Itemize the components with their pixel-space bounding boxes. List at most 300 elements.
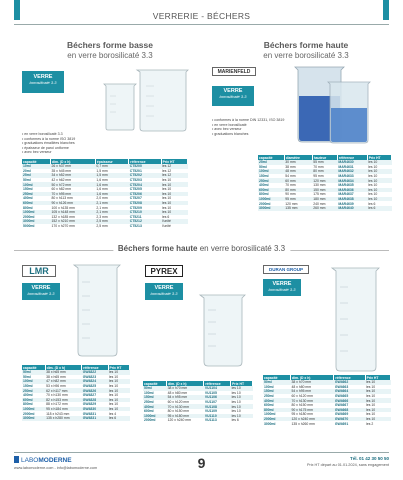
table-cell: 70 mm [313,164,324,169]
lmr-logo: LMR [22,265,56,277]
table-cell: GW4829 [82,402,97,407]
table-cell: les 12 [161,164,187,169]
table-cell: les 10 [365,389,390,394]
table-cell: 1,6 mm [96,187,108,192]
table-cell: les 10 [161,182,187,187]
table-cell: les 10 [108,407,129,412]
table-cell: 100ml [144,390,154,395]
table-cell: 80 x h150 mm [291,403,313,408]
table-cell: CT5202 [129,173,161,178]
table-cell: 400ml [23,196,33,201]
table-cell: GW4691 [334,421,349,426]
table-cell: 175 mm [313,192,326,197]
table-cell: 120 mm [312,178,337,183]
table-row [22,416,130,421]
table-cell: les 10 [365,398,390,403]
table-cell: 170 x h270 mm [51,224,75,229]
table-cell: CT5209 [129,205,142,210]
table-cell: GW4822 [82,370,108,375]
table-cell: 2000ml [23,411,35,416]
table-cell: les 10 [231,390,241,395]
table-cell: GW4826 [82,388,108,393]
basse-verre-badge [22,71,64,93]
table-cell: 54 x h95 mm [167,395,204,400]
table-cell: CT5204 [129,182,161,187]
column-header: dim. (D x h) [45,365,82,370]
basse-title-block [30,40,190,60]
basse-features [22,132,122,155]
table-cell: 80 x h150 mm [167,409,190,414]
table-cell: CT5213 [129,224,142,229]
table-cell: les 6 [162,214,170,219]
column-header: référence [204,381,231,386]
table-cell: les 6 [368,201,376,206]
table-cell: 600ml [22,398,45,403]
table-cell: 800ml [23,205,33,210]
table-cell: les 10 [231,400,241,405]
haute-beaker-photo [290,60,378,144]
table-cell: 10ml [22,164,50,169]
table-cell: 250ml [264,394,274,399]
table-cell: CT5208 [129,201,161,206]
section-divider [14,243,389,257]
pyrex-verre-badge [145,283,183,300]
table-cell: MAR4640 [337,206,367,211]
page-number: 9 [197,455,206,471]
table-cell: les 12 [162,168,172,173]
table-cell: 135 x h260 mm [291,421,315,426]
table-cell: 135 mm [284,206,312,211]
table-cell: 60 mm [284,178,312,183]
table-cell: les 10 [231,395,253,400]
table-cell: 70 x h130 mm [167,404,204,409]
table-cell: VU1109 [204,409,217,414]
table-cell: MAR4639 [338,201,354,206]
footer-web: www.labomoderne.com - info@labomoderne.com [14,466,98,470]
table-cell: 600ml [22,201,50,206]
table-cell: les 10 [161,201,187,206]
column-header: diamètre [284,155,312,160]
table-cell: 60 x h120 mm [291,394,313,399]
column-header: référence [337,155,367,160]
column-header: capacité [258,155,284,160]
table-row [258,206,392,211]
haute-feature: • avec bec verseur [212,127,290,132]
column-header: référence [82,365,108,370]
basse-feature: • en verre borosilicaté 3.3 [22,132,122,137]
table-cell: 30 mm [284,160,312,165]
table-cell: 250ml [22,192,50,197]
table-cell: 3000ml [22,219,50,224]
table-cell: VU1106 [204,395,231,400]
marienfeld-logo: MARIENFELD [212,67,256,76]
table-cell: 600ml [264,403,274,408]
duran-badge-line1: VERRE [272,281,292,287]
table-cell: 2,1 mm [95,201,128,206]
table-cell: GW4830 [82,407,108,412]
table-cell: l'unité [161,219,187,224]
table-cell: 55 mm [312,160,337,165]
table-cell: les 10 [367,178,391,183]
table-cell: GW4662 [334,380,365,385]
table-cell: CT5200 [129,164,161,169]
table-cell: 0,7 mm [95,164,128,169]
table-cell: 38 mm [285,164,296,169]
table-cell: 2,1 mm [95,210,128,215]
table-cell: les 10 [161,192,187,197]
table-cell: 2000ml [259,201,271,206]
lmr-verre-badge [22,283,60,300]
table-cell: VU1105 [204,390,217,395]
table-cell: 70 x h130 mm [46,393,68,398]
table-cell: 50ml [263,380,290,385]
column-header: Prix HT [161,159,187,164]
table-cell: 120 x h240 mm [290,417,333,422]
table-cell: 150ml [143,395,167,400]
column-header: Prix HT [365,375,390,380]
table-cell: les 10 [365,380,390,385]
footer-logo-a: LABO [21,457,39,464]
table-cell: 400ml [259,183,269,188]
table-cell: 50 x h72 mm [50,182,95,187]
table-cell: 1000ml [22,210,50,215]
table-cell: les 10 [108,379,129,384]
table-cell: GW4665 [334,394,349,399]
table-cell: les 10 [367,169,391,174]
table-cell: MAR4637 [338,192,354,197]
table-cell: 26 x h37 mm [50,164,95,169]
pyrex-badge-line1: VERRE [154,285,174,291]
table-cell: les 10 [231,386,253,391]
table-cell: 118 x h243 mm [46,411,70,416]
table-cell: 120 x h240 mm [167,418,191,423]
table-cell: 70 mm [285,183,296,188]
table-cell: 90 x h175 mm [290,408,333,413]
table-cell: 800ml [259,192,269,197]
basse-badge-line2: borosilicaté 3.3 [29,80,57,85]
table-cell: GW4668 [334,408,365,413]
table-cell: 400ml [263,398,290,403]
pyrex-badge-line2: borosilicaté 3.3 [150,291,178,296]
table-cell: 105 x h148 mm [50,210,95,215]
table-cell: 2000ml [23,214,35,219]
table-cell: 1,6 mm [96,178,108,183]
table-cell: MAR4634 [337,178,367,183]
table-cell: 100ml [22,182,50,187]
table-cell: 48 x h80 mm [291,384,312,389]
table-cell: 62 x h117 mm [45,388,82,393]
basse-feature: • épaisseur de paroi uniforme [22,146,122,151]
divider-title-bold: Béchers forme haute [117,244,198,253]
table-cell: GW4670 [334,417,365,422]
footer-logo-b: MODERNE [38,457,72,464]
pyrex-logo: PYREX [145,265,183,277]
table-cell: 1000ml [22,407,45,412]
table-cell: 150ml [23,384,33,389]
basse-feature: • graduations émaillées blanches [22,141,122,146]
table-cell: GW4828 [82,398,108,403]
haute-verre-badge [212,86,254,106]
table-cell: 250ml [144,400,154,405]
table-cell: les 6 [367,206,391,211]
table-cell: 250ml [258,178,284,183]
table-cell: 1000ml [264,412,276,417]
table-cell: 250ml [22,388,45,393]
table-cell: 48 mm [284,169,312,174]
table-cell: 42 x h62 mm [51,178,72,183]
table-cell: les 10 [162,187,172,192]
haute-title: Béchers forme haute [263,40,349,50]
table-cell: 240 mm [313,201,326,206]
table-cell: les 10 [366,412,376,417]
table-cell: CT5206 [129,192,161,197]
table-cell: les 10 [231,414,253,419]
table-cell: les 10 [108,370,129,375]
haute-feature: • en verre borosilicaté [212,123,290,128]
table-cell: 800ml [23,402,33,407]
table-row [263,421,391,426]
table-cell: 82 x h153 mm [45,398,82,403]
table-cell: 70 x h130 mm [290,398,333,403]
column-header: dim. (D x h) [167,381,204,386]
table-cell: 80 mm [312,169,337,174]
table-cell: GW4664 [334,389,365,394]
duran-logo: DURAN GROUP [263,265,309,274]
table-cell: les 10 [109,393,119,398]
pyrex-table [143,381,253,423]
column-header: dim. (D x h) [290,375,333,380]
table-cell: 35 x h45 mm [51,168,72,173]
table-cell: 2000ml [144,418,156,423]
column-header: hauteur [312,155,337,160]
haute-feature: • conformes à la norme DIN 12331, ISO 3819 [212,118,290,123]
table-cell: 400ml [23,393,33,398]
footer-rule [14,452,389,453]
table-cell: 600ml [144,409,154,414]
table-cell: les 10 [367,197,391,202]
lmr-beaker-illustration [68,262,128,358]
table-cell: 2000ml [263,417,290,422]
table-cell: 130 mm [313,183,326,188]
table-cell: les 10 [366,394,376,399]
table-cell: 50ml [23,178,31,183]
table-cell: 1,6 mm [95,192,128,197]
table-cell: 25ml [258,160,284,165]
table-cell: 38 x h65 mm [45,370,82,375]
table-cell: CT5201 [129,168,142,173]
haute-features [212,118,290,136]
table-cell: 95 mm [313,174,324,179]
table-cell: VU1113 [204,418,217,423]
table-cell: CT5203 [129,178,142,183]
table-cell: CT5210 [129,210,161,215]
table-cell: 260 mm [312,206,337,211]
table-cell: GW4823 [82,374,97,379]
column-header: capacité [22,159,50,164]
table-cell: VU1107 [204,400,217,405]
table-cell: 2,3 mm [96,214,108,219]
table-cell: 54 mm [285,174,296,179]
table-cell: MAR4635 [338,183,354,188]
table-cell: MAR4630 [337,160,367,165]
table-cell: 150ml [23,187,33,192]
table-cell: 100ml [264,384,274,389]
table-cell: 1,6 mm [95,182,128,187]
duran-beaker-illustration [326,265,386,373]
table-cell: 38 x h65 mm [46,374,66,379]
haute-badge-line1: VERRE [223,88,243,94]
table-cell: 95 x h180 mm [291,412,313,417]
table-cell: les 10 [365,417,390,422]
column-header: Prix HT [367,155,391,160]
column-header: capacité [263,375,290,380]
basse-table [22,159,188,228]
table-cell: 3000ml [22,416,45,421]
page-header [0,0,403,28]
table-cell: VU1110 [204,414,231,419]
table-cell: 60 x h120 mm [167,400,190,405]
table-cell: GW4824 [82,379,108,384]
table-cell: GW4667 [334,403,349,408]
table-cell: 120 mm [285,201,298,206]
lmr-badge-line1: VERRE [31,285,51,291]
table-cell: 48 x h80 mm [167,390,188,395]
table-cell: CT5212 [129,219,161,224]
table-cell: les 2 [366,421,374,426]
table-cell: les 4 [109,411,117,416]
lmr-table [22,365,130,421]
table-cell: 53 x h96 mm [46,384,66,389]
table-cell: GW4663 [334,384,349,389]
table-cell: 90 mm [285,192,296,197]
haute-badge-line2: borosilicaté 3.3 [219,94,247,99]
table-cell: les 10 [367,160,391,165]
table-cell: 95 x h184 mm [45,407,82,412]
table-cell: 3000ml [258,206,284,211]
table-cell: les 10 [162,178,172,183]
table-row [143,418,253,423]
table-cell: 50ml [22,370,45,375]
haute-photo [290,60,378,144]
basse-beakers-illustration [100,66,210,132]
table-cell: 600ml [258,188,284,193]
table-cell: 2,0 mm [96,196,108,201]
table-cell: 34 x h52 mm [50,173,95,178]
table-cell: 25ml [22,173,50,178]
table-cell: CT5211 [129,214,142,219]
haute-table [258,155,392,211]
footer-note: Prix HT départ au 01.01.2024, sans engagement [306,463,389,467]
table-cell: les 6 [231,418,239,423]
table-cell: 2,1 mm [96,205,108,210]
table-cell: 88 x h172 mm [46,402,68,407]
table-cell: 100 x h135 mm [51,205,75,210]
table-cell: 50ml [143,386,167,391]
table-cell: 800ml [263,408,290,413]
page-title: VERRERIE - BÉCHERS [152,11,251,21]
duran-badge-line2: borosilicaté 3.3 [268,287,296,292]
table-cell: GW4666 [334,398,365,403]
table-cell: les 10 [367,188,391,193]
table-cell: CT5207 [129,196,142,201]
column-header: épaisseur [95,159,128,164]
table-cell: 1,5 mm [96,168,108,173]
basse-subtitle: en verre borosilicaté 3.3 [67,51,153,60]
table-cell: GW4827 [82,393,97,398]
table-cell: les 10 [108,398,129,403]
lmr-badge-line2: borosilicaté 3.3 [27,291,55,296]
table-cell: 1000ml [258,197,284,202]
table-cell: les 10 [162,196,172,201]
table-cell: les 10 [161,210,187,215]
table-cell: les 10 [368,183,378,188]
table-cell: MAR4631 [338,164,354,169]
page-footer [14,452,389,478]
table-cell: VU1108 [204,404,231,409]
table-cell: 180 mm [312,197,337,202]
table-cell: 2,5 mm [95,219,128,224]
table-cell: 50ml [23,374,31,379]
table-cell: 1000ml [143,414,167,419]
column-header: capacité [22,365,45,370]
basse-feature: • avec bec verseur [22,150,122,155]
table-cell: les 10 [162,205,172,210]
table-cell: 1,5 mm [95,173,128,178]
table-cell: 95 x h180 mm [167,414,204,419]
pyrex-beaker-illustration [195,292,253,368]
table-cell: 100ml [258,169,284,174]
table-cell: MAR4638 [337,197,367,202]
table-cell: CT5205 [129,187,142,192]
header-rule [14,24,389,25]
table-cell: 38 x h70 mm [290,380,333,385]
table-cell: les 10 [366,384,376,389]
table-cell: 90 x h126 mm [50,201,95,206]
table-cell: 38 x h70 mm [167,386,204,391]
table-cell: MAR4632 [337,169,367,174]
table-cell: les 10 [365,408,390,413]
table-cell: 150 mm [312,188,337,193]
table-cell: 95 mm [284,197,312,202]
table-cell: les 6 [108,416,129,421]
table-cell: les 10 [368,164,378,169]
table-cell: les 10 [231,404,253,409]
table-cell: 20ml [23,168,31,173]
table-cell: les 10 [109,374,119,379]
basse-feature: • conformes à la norme ISO 3819 [22,137,122,142]
table-cell: MAR4633 [338,174,354,179]
table-cell: 70 x h95 mm [50,192,95,197]
divider-title-rest: en verre borosilicaté 3.3 [199,244,286,253]
table-cell: 80 x h113 mm [51,196,73,201]
haute-subtitle: en verre borosilicaté 3.3 [263,51,349,60]
table-cell: GW4831 [82,416,108,421]
column-header: Prix HT [108,365,129,370]
table-cell: les 10 [109,384,119,389]
table-cell: 80 mm [284,188,312,193]
footer-tel: Tél. 01 42 30 50 50 [349,456,389,461]
table-cell: 100ml [22,379,45,384]
table-cell: 3000ml [264,421,276,426]
basse-badge-line1: VERRE [33,74,53,80]
table-cell: MAR4636 [337,188,367,193]
column-header: référence [334,375,365,380]
table-cell: les 10 [108,388,129,393]
table-cell: 400ml [143,404,167,409]
table-cell: GW4825 [82,384,97,389]
table-cell: 47 x h82 mm [45,379,82,384]
basse-title: Béchers forme basse [67,40,153,50]
